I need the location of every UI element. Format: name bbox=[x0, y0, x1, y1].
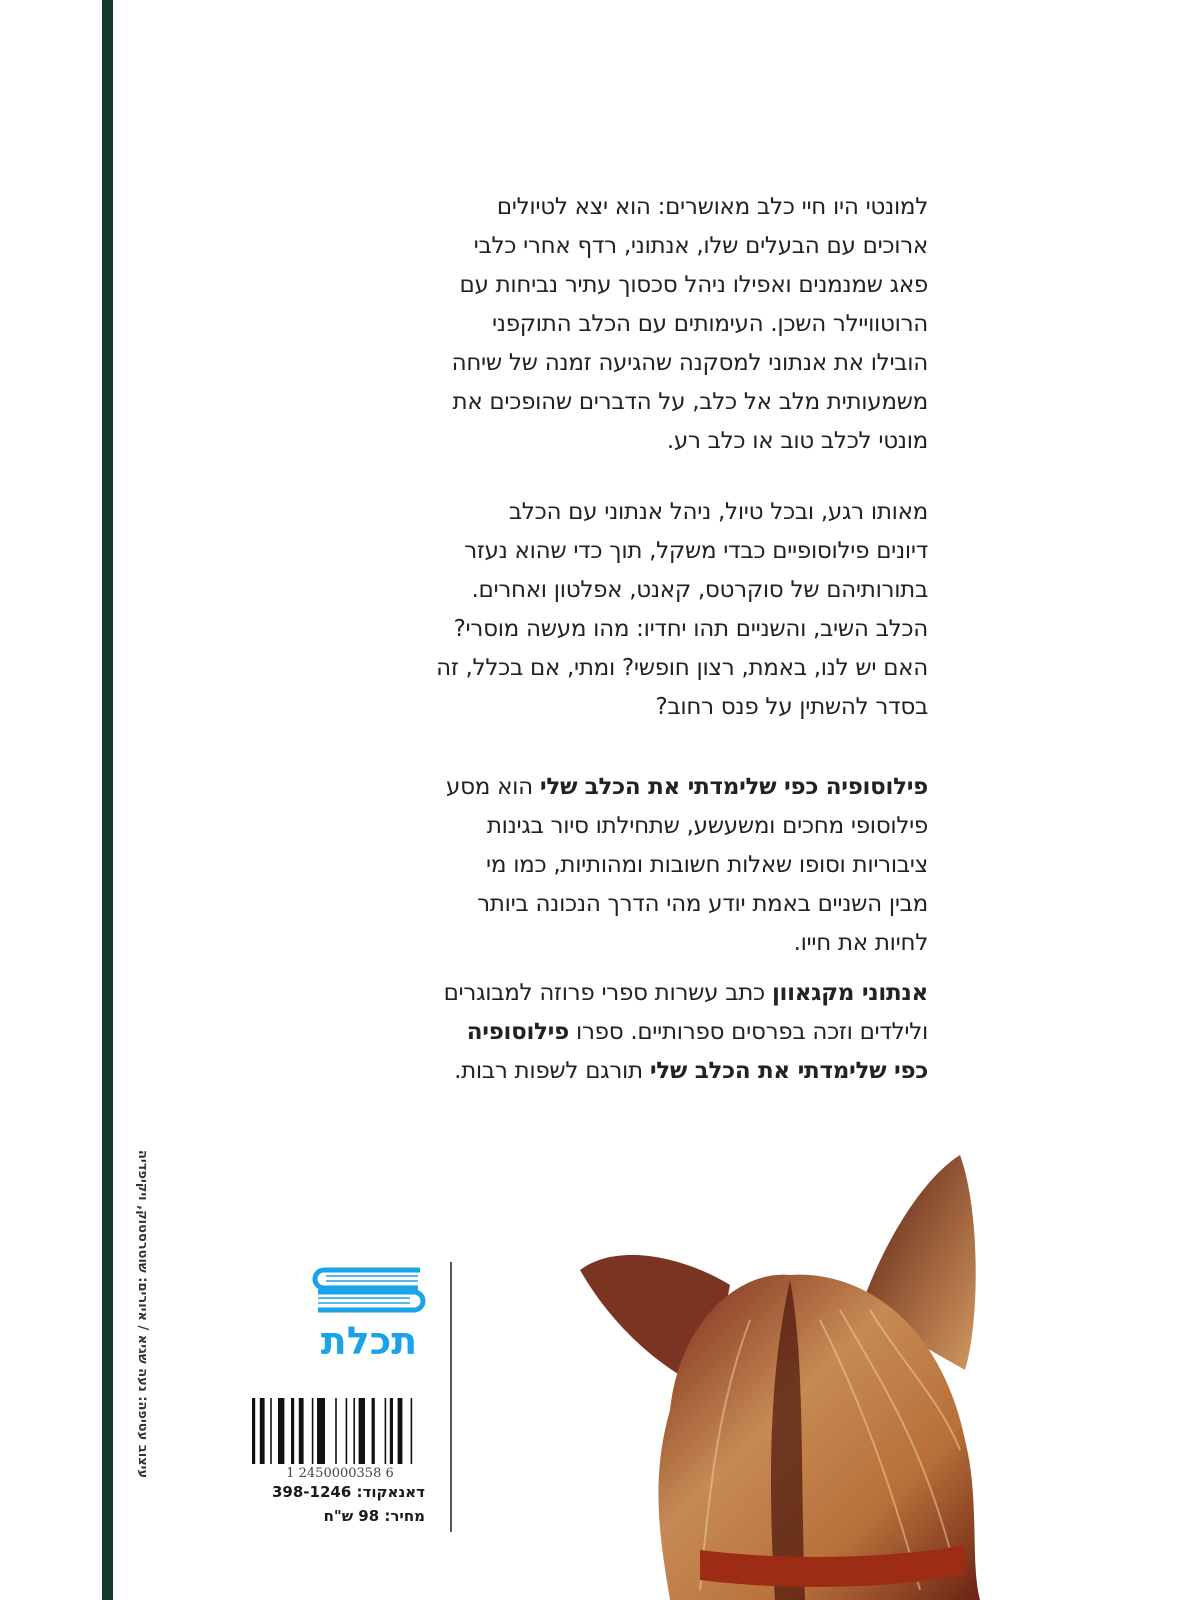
book-title: פילוסופיה כפי שלימדתי את הכלב שלי bbox=[539, 774, 928, 800]
barcode-bar bbox=[372, 1398, 375, 1464]
text-line: משמעותית מלב אל כלב, על הדברים שהופכים את bbox=[452, 389, 928, 415]
blurb-paragraph-1 bbox=[288, 188, 928, 461]
barcode-bar bbox=[299, 1398, 304, 1464]
text-line: ציבוריות וסופו שאלות חשובות ומהותיות, כמו מי bbox=[486, 852, 928, 878]
publisher-logo bbox=[310, 1265, 428, 1361]
text-line: מאותו רגע, ובכל טיול, ניהל אנתוני עם הכלב bbox=[508, 499, 928, 525]
blurb-paragraph-2 bbox=[288, 493, 928, 727]
text-line bbox=[288, 1052, 928, 1091]
text-line: בתורותיהם של סוקרטס, קאנט, אפלטון ואחרים. bbox=[471, 577, 928, 603]
text-segment: ולילדים וזכה בפרסים ספרותיים. ספרו bbox=[568, 1019, 928, 1045]
barcode-number: 1 2450000358 6 bbox=[286, 1466, 394, 1481]
barcode-bar bbox=[278, 1398, 284, 1464]
book-title: כפי שלימדתי את הכלב שלי bbox=[649, 1058, 928, 1084]
price: מחיר: 98 ש"ח bbox=[323, 1507, 425, 1525]
danacode: דאנאקוד: 398-1246 bbox=[272, 1483, 425, 1501]
text-line bbox=[288, 974, 928, 1013]
text-line: הכלב השיב, והשניים תהו יחדיו: מהו מעשה מוסרי? bbox=[453, 616, 928, 642]
barcode bbox=[250, 1398, 430, 1464]
blurb-paragraph-3 bbox=[288, 768, 928, 963]
barcode-bar bbox=[335, 1398, 337, 1464]
text-segment: הוא מסע bbox=[446, 774, 540, 800]
dog-illustration bbox=[560, 1120, 1000, 1600]
barcode-bar bbox=[359, 1398, 365, 1464]
barcode-bar bbox=[270, 1398, 272, 1464]
text-segment: כתב עשרות ספרי פרוזה למבוגרים bbox=[443, 980, 772, 1006]
text-line: לחיות את חייו. bbox=[793, 930, 928, 956]
text-line bbox=[288, 1013, 928, 1052]
text-line: הרוטוויילר השכן. העימותים עם הכלב התוקפני bbox=[491, 311, 928, 337]
text-line: פילוסופי מחכים ומשעשע, שתחילתו סיור בגינות bbox=[486, 813, 928, 839]
text-line bbox=[288, 768, 928, 807]
barcode-bar bbox=[346, 1398, 348, 1464]
barcode-bar bbox=[411, 1398, 413, 1464]
books-stack-icon bbox=[310, 1265, 428, 1315]
barcode-bar bbox=[398, 1398, 403, 1464]
text-line: למונטי היו חיי כלב מאושרים: הוא יצא לטיולים bbox=[496, 194, 928, 220]
text-segment: תורגם לשפות רבות. bbox=[454, 1058, 650, 1084]
publisher-name: תכלת bbox=[320, 1319, 418, 1363]
barcode-bar bbox=[385, 1398, 387, 1464]
text-line: דיונים פילוסופיים כבדי משקל, תוך כדי שהוא נעזר bbox=[464, 538, 928, 564]
barcode-bar bbox=[317, 1398, 325, 1464]
barcode-bar bbox=[252, 1398, 255, 1464]
divider bbox=[450, 1262, 452, 1532]
text-line: פאג שמנמנים ואפילו ניהל סכסוך עתיר נביחות עם bbox=[459, 272, 928, 298]
author-bio bbox=[288, 974, 928, 1091]
text-line: מבין השניים באמת יודע מהי הדרך הנכונה ביותר bbox=[477, 891, 928, 917]
cover-credits: עיצוב עטיפה: נעה שגיא / איורים: שוטרסטוק, ויקיפדיה bbox=[135, 1150, 150, 1479]
book-title: פילוסופיה bbox=[466, 1019, 569, 1045]
text-line: האם יש לנו, באמת, רצון חופשי? ומתי, אם בכלל, זה bbox=[436, 655, 928, 681]
barcode-bar bbox=[260, 1398, 265, 1464]
barcode-bar bbox=[312, 1398, 314, 1464]
barcode-bar bbox=[291, 1398, 294, 1464]
author-name: אנתוני מקגאוון bbox=[771, 980, 928, 1006]
text-line: בסדר להשתין על פנס רחוב? bbox=[655, 694, 928, 720]
book-spine-edge bbox=[102, 0, 113, 1600]
barcode-bar bbox=[390, 1398, 393, 1464]
barcode-bar bbox=[353, 1398, 355, 1464]
text-line: מונטי לכלב טוב או כלב רע. bbox=[666, 428, 928, 454]
text-line: הובילו את אנתוני למסקנה שהגיעה זמנה של שיחה bbox=[451, 350, 928, 376]
text-line: ארוכים עם הבעלים שלו, אנתוני, רדף אחרי כלבי bbox=[473, 233, 928, 259]
